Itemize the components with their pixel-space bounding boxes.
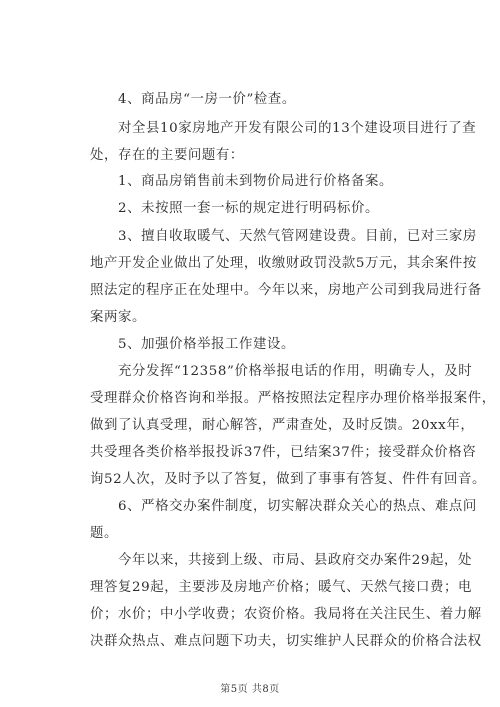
text-line: 3、擅自收取暖气、天然气管网建设费。目前，已对三家房 <box>118 229 477 244</box>
text-line: 照法定的程序正在处理中。今年以来，房地产公司到我局进行备 <box>90 283 482 298</box>
text-line: 2、未按照一套一标的规定进行明码标价。 <box>118 201 379 216</box>
text-line: 6、严格交办案件制度，切实解决群众关心的热点、难点问 <box>118 499 477 514</box>
text-line: 充分发挥“12358”价格举报电话的作用，明确专人，及时 <box>118 364 473 379</box>
text-line: 做到了认真受理，耐心解答，严肃查处，及时反馈。20xx年， <box>90 418 475 433</box>
text-line: 案两家。 <box>90 310 146 325</box>
page-footer: 第5页 共8页 <box>220 684 280 695</box>
text-line: 理答复29起，主要涉及房地产价格；暖气、天然气接口费；电 <box>90 580 472 595</box>
text-line: 价；水价；中小学收费；农资价格。我局将在关注民生、着力解 <box>90 607 482 622</box>
text-line: 1、商品房销售前未到物价局进行价格备案。 <box>118 174 393 189</box>
text-line: 决群众热点、难点问题下功夫，切实维护人民群众的价格合法权 <box>90 634 482 649</box>
text-line: 共受理各类价格举报投诉37件，已结案37件；接受群众价格咨 <box>90 445 477 460</box>
text-line: 今年以来，共接到上级、市局、县政府交办案件29起，处 <box>118 553 473 568</box>
text-line: 题。 <box>90 526 118 541</box>
text-line: 询52人次，及时予以了答复，做到了事事有答复、件件有回音。 <box>90 472 486 487</box>
text-line: 5、加强价格举报工作建设。 <box>118 337 296 352</box>
text-line: 处，存在的主要问题有： <box>90 148 244 163</box>
text-line: 受理群众价格咨询和举报。严格按照法定程序办理价格举报案件， <box>90 391 496 406</box>
text-line: 4、商品房“一房一价”检查。 <box>118 92 296 107</box>
text-line: 对全县10家房地产开发有限公司的13个建设项目进行了查 <box>118 121 477 136</box>
text-line: 地产开发企业做出了处理，收缴财政罚没款5万元，其余案件按 <box>90 256 477 271</box>
